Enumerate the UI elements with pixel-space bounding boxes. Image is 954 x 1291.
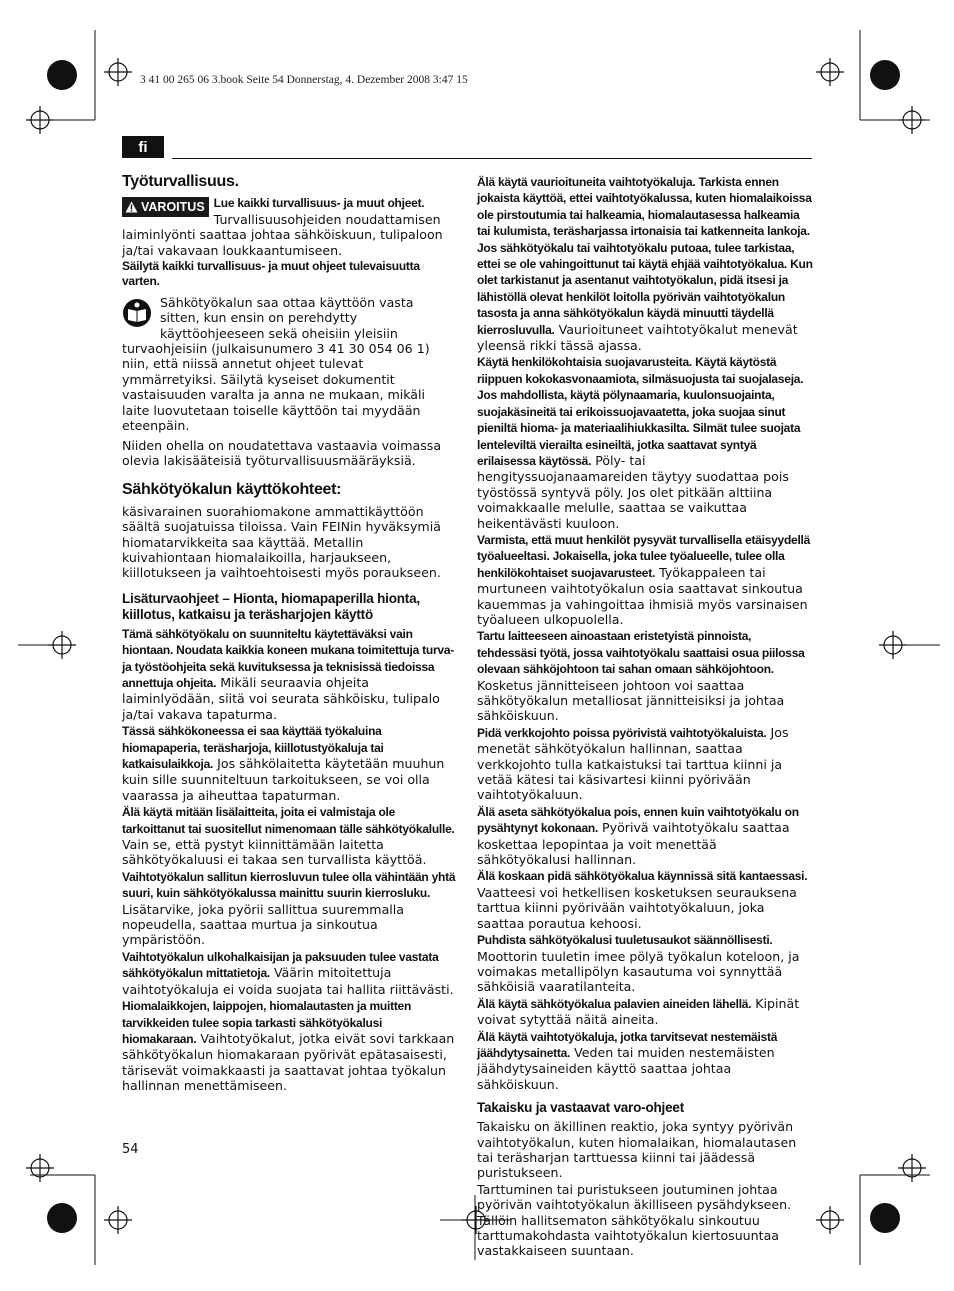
warning-bold: Lue kaikki turvallisuus- ja muut ohjeet. — [213, 196, 425, 211]
warning-badge — [122, 197, 209, 217]
instruction-paragraph: Älä käytä vaurioituneita vaihtotyökaluja. Tarkista ennen jokaista käyttöä, ettei vaihtotyökalussa, kuten hiomalaikoissa ole pirstoutumia tai halkeamia, hiomalautasessa halkeamia tai kulumista, teräsharjassa irtonaisia tai katkenneita lankoja. Jos sähkötyökalu tai vaihtotyökalu putoaa, tulee tarkistaa, ettei se ole vahingoittunut tai käytä ehjää vaihtotyökalua. Kun olet tarkistanut ja asentanut vaihtotyökalun, pidä itsesi ja lähistöllä olevat henkilöt loitolla pyörivän vaihtotyökalun tasosta ja anna sähkötyökalun käydä minuutti täydellä kierrosluvulla. Vaurioituneet vaihtotyökalut menevät yleensä rikki tässä ajassa. — [477, 175, 813, 354]
read-manual-icon — [122, 298, 152, 328]
intended-use-text: käsivarainen suorahiomakone ammattikäyttöön säältä suojatuissa tiloissa. Vain FEINin hyväksymiä hiomatarvikkeita saa käyttää. Metallin kuivahiontaan hiomalaikoilla, harjaukseen, kiillotukseen ja vaihtoehtoisesti myös poraukseen. — [122, 503, 441, 581]
instruction-paragraph: Älä koskaan pidä sähkötyökalua käynnissä sitä kantaessasi. Vaatteesi voi hetkellisen kosketuksen seurauksena tarttua kiinni pyörivään vaihtotyökaluun, joka saattaa porautua kehoosi. — [477, 869, 808, 931]
section-title-additional: Lisäturvaohjeet – Hionta, hiomapaperilla hionta, kiillotus, katkaisu ja teräsharjojen käyttö — [122, 590, 420, 622]
read-manual-paragraph — [122, 295, 456, 434]
print-info-line: 3 41 00 265 06 3.book Seite 54 Donnerstag, 4. Dezember 2008 3:47 15 — [140, 74, 468, 86]
right-column — [477, 174, 813, 1260]
page-number: 54 — [122, 1142, 139, 1157]
instruction-paragraph: Hiomalaikkojen, laippojen, hiomalautasten ja muitten tarvikkeiden tulee sopia tarkasti sähkötyökalusi hiomakaraan. Vaihtotyökalut, jotka eivät sovi tarkkaan sähkötyökalun hiomakaraan pyörivät epätasaisesti, tärisevät voimakkaasti ja saattavat johtaa työkalun hallinnan menettämiseen. — [122, 999, 455, 1094]
section-title-use: Sähkötyökalun käyttökohteet: — [122, 481, 342, 499]
instruction-paragraph: Varmista, että muut henkilöt pysyvät turvallisella etäisyydellä työalueeltasi. Jokaisella, joka tulee työalueelle, tulee olla henkilökohtaiset suojavarusteet. Työkappaleen tai murtuneen vaihtotyökalun osia saattavat sinkoutua kauemmas ja vahingoittaa ihmisiä myös varsinaisen työalueen ulkopuolella. — [477, 532, 811, 627]
language-tab: fi — [122, 136, 164, 158]
instruction-paragraph: Käytä henkilökohtaisia suojavarusteita. Käytä käytöstä riippuen kokokasvonaamiota, silmäsuojusta tai suojalaseja. Jos mahdollista, käytä pölynaamaria, kuulonsuojainta, suojakäsineitä tai erikoissuojavaatetta, joka suojaa sinut pieniltä hioma- ja materiaalihiukkasilta. Silmät tulee suojata lenteleviltä vierailta esineiltä, jotka saattavat syntyä erilaisessa käytössä. Pöly- tai hengityssuojanaamareiden täytyy suodattaa pois työstössä syntyvä pöly. Jos olet pitkään alttiina voimakkaalle melulle, saattaa se vaikuttaa heikentävästi kuuloon. — [477, 355, 804, 531]
instruction-paragraph: Puhdista sähkötyökalusi tuuletusaukot säännöllisesti. Moottorin tuuletin imee pölyä työkalun koteloon, ja voimakas metallipölyn kasautuma voi synnyttää sähköisiä vaaratilanteita. — [477, 933, 800, 995]
instruction-paragraph: Tartu laitteeseen ainoastaan eristetyistä pinnoista, tehdessäsi työtä, jossa vaihtotyökalu saattaisi osua piilossa olevaan sähköjohtoon tai sahan omaan sähköjohtoon. Kosketus jännitteiseen johtoon voi saattaa sähkötyökalun metalliosat jännitteisiksi ja johtaa sähköiskuun. — [477, 629, 805, 724]
instruction-paragraph: Pidä verkkojohto poissa pyörivistä vaihtotyökaluista. Jos menetät sähkötyökalun hallinnan, saattaa verkkojohto tulla katkaistuksi tai tarttua kiinni ja vetää kätesi tai käsivartesi kiinni pyörivään vaihtotyökaluun. — [477, 724, 789, 803]
warning-triangle-icon — [125, 201, 138, 213]
warning-paragraph — [122, 195, 456, 258]
instruction-paragraph: Tämä sähkötyökalu on suunniteltu käytettäväksi vain hiontaan. Noudata kaikkia koneen mukana toimitettuja turva- ja työstöohjeita sekä kuvituksessa ja teknisissä tiedoissa annettuja ohjeita. Mikäli seuraavia ohjeita laiminlyödään, siitä voi seurata sähköisku, tulipalo ja/tai vakava tapaturma. — [122, 626, 454, 722]
warning-text: Turvallisuusohjeiden noudattamisen laiminlyönti saattaa johtaa sähköiskuun, tulipaloon ja/tai vakavaan loukkaantumiseen. — [122, 211, 443, 258]
regulations-text: Niiden ohella on noudatettava vastaavia voimassa olevia lakisääteisiä työturvallisuusmääräyksiä. — [122, 437, 442, 468]
instruction-paragraph: Vaihtotyökalun ulkohalkaisijan ja paksuuden tulee vastata sähkötyökalun mittatietoja. Väärin mitoitettuja vaihtotyökaluja ei voida suojata tai hallita riittävästi. — [122, 949, 454, 997]
section-title-safety: Työturvallisuus. — [122, 173, 239, 190]
warning-label: VAROITUS — [141, 199, 205, 214]
instruction-paragraph: Älä aseta sähkötyökalua pois, ennen kuin vaihtotyökalu on pysähtynyt kokonaan. Pyörivä vaihtotyökalu saattaa koskettaa lepopintaa ja voit menettää sähkötyökalusi hallinnan. — [477, 804, 799, 868]
instruction-paragraph: Vaihtotyökalun sallitun kierrosluvun tulee olla vähintään yhtä suuri, kuin sähkötyökalussa mainittu suurin kierrosluku. Lisätarvike, joka pyörii sallittua suuremmalla nopeudella, saattaa murtua ja sinkoutua ympäristöön. — [122, 869, 456, 948]
instruction-paragraph: Älä käytä mitään lisälaitteita, joita ei valmistaja ole tarkoittanut tai suositellut nimenomaan tälle sähkötyökalulle. Vain se, että pystyt kiinnittämään laitetta sähkötyökaluusi ei takaa sen turvallista käyttöä. — [122, 805, 455, 868]
section-title-kickback: Takaisku ja vastaavat varo-ohjeet — [477, 1100, 685, 1116]
kickback-text: Takaisku on äkillinen reaktio, joka syntyy pyörivän vaihtotyökalun, kuten hiomalaikan, hiomalautasen tai teräsharjan tarttuessa kiinni tai jäädessä puristukseen. — [477, 1119, 797, 1181]
kickback-text: Tarttuminen tai puristukseen joutuminen johtaa pyörivän vaihtotyökalun äkilliseen pysähdykseen. Tällöin hallitsematon sähkötyökalu sinkoutuu tarttumakohdasta vaihtotyökalun kiertosuuntaa vastakkaiseen suuntaan. — [477, 1181, 792, 1259]
read-manual-text: Sähkötyökalun saa ottaa käyttöön vasta sitten, kun ensin on perehdytty käyttöohjeeseen sekä oheisiin yleisiin turvaohjeisiin (julkaisunumero 3 41 30 054 06 1) niin, että niissä annetut ohjeet tulevat ymmärretyiksi. Säilytä kyseiset dokumentit vastaisuuden varalta ja anna ne mukaan, mikäli laite luovutetaan toiselle käyttöön tai myydään eteenpäin. — [122, 294, 430, 434]
instruction-paragraph: Älä käytä sähkötyökalua palavien aineiden lähellä. Kipinät voivat sytyttää näitä aineita. — [477, 995, 800, 1028]
instruction-paragraph: Tässä sähkökoneessa ei saa käyttää työkaluina hiomapaperia, teräsharjoja, kiillotustyökaluja tai katkaisulaikkoja. Jos sähkölaitetta käytetään muuhun kuin sille suunniteltuun tarkoitukseen, se voi olla vaarassa ja aiheuttaa tapaturman. — [122, 724, 445, 803]
left-column — [122, 172, 456, 1095]
header-rule — [172, 158, 812, 159]
instruction-paragraph: Älä käytä vaihtotyökaluja, jotka tarvitsevat nestemäistä jäähdytysainetta. Veden tai muiden nestemäisten jäähdytysaineiden käyttö saattaa johtaa sähköiskuun. — [477, 1029, 778, 1092]
keep-instructions: Säilytä kaikki turvallisuus- ja muut ohjeet tulevaisuutta varten. — [122, 259, 420, 289]
